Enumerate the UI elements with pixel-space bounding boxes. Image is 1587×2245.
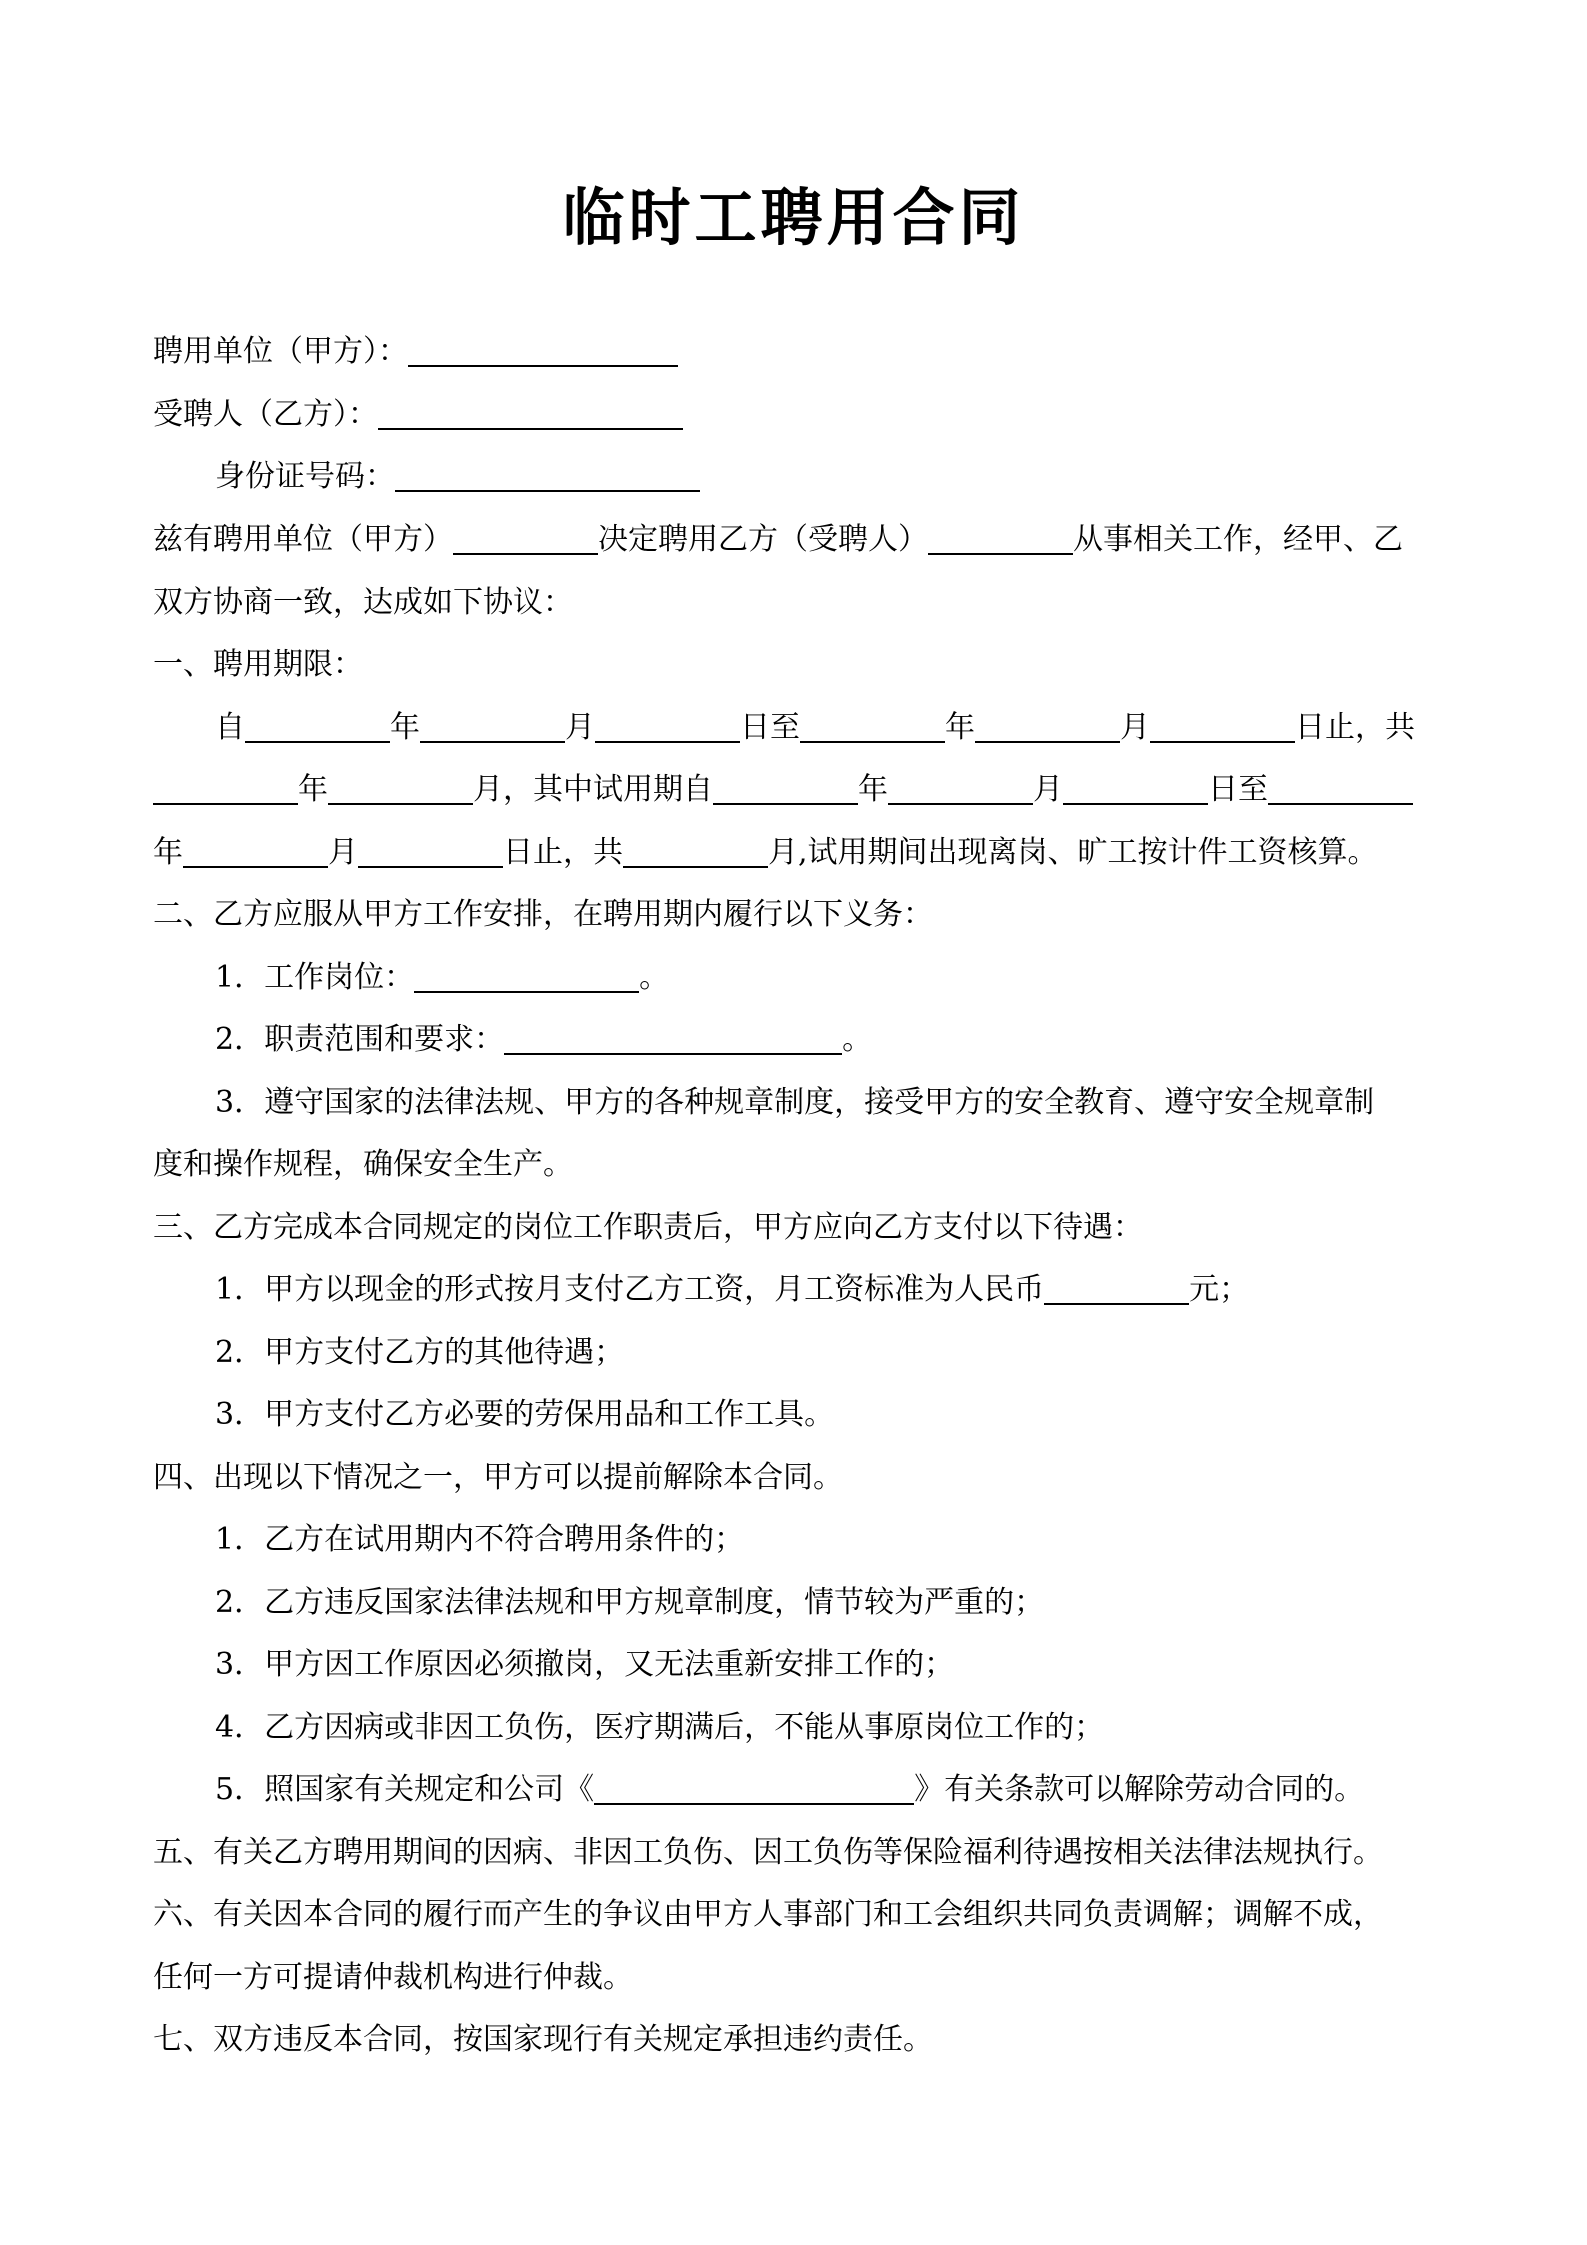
employer-blank[interactable]	[408, 335, 678, 367]
salary-unit: 元；	[1189, 1272, 1250, 1307]
sec1-year-5: 年	[153, 835, 183, 870]
start-year-blank[interactable]	[245, 711, 390, 743]
sec4-heading: 四、出现以下情况之一，甲方可以提前解除本合同。	[153, 1460, 843, 1495]
end-day-blank[interactable]	[1150, 711, 1295, 743]
salary-label: 1．甲方以现金的形式按月支付乙方工资，月工资标准为人民币	[215, 1272, 1045, 1307]
start-day-blank[interactable]	[595, 711, 740, 743]
id-number-field	[215, 457, 1515, 497]
sec2-item-2	[215, 1020, 1515, 1060]
employer-field	[153, 332, 1453, 372]
sec1-month-3: 月	[1033, 772, 1063, 807]
sec1-year-3: 年	[298, 772, 328, 807]
end-year-blank[interactable]	[800, 711, 945, 743]
sec2-heading: 二、乙方应服从甲方工作安排，在聘用期内履行以下义务：	[153, 897, 933, 932]
sec3-heading: 三、乙方完成本合同规定的岗位工作职责后，甲方应向乙方支付以下待遇：	[153, 1210, 1143, 1245]
id-number-label: 身份证号码：	[215, 459, 395, 494]
id-number-blank[interactable]	[395, 460, 700, 492]
sec7-text: 七、双方违反本合同，按国家现行有关规定承担违约责任。	[153, 2022, 933, 2057]
employee-field	[153, 395, 1453, 435]
trial-months-blank[interactable]	[623, 836, 768, 868]
duties-blank[interactable]	[504, 1023, 842, 1055]
sec1-month-4: 月	[328, 835, 358, 870]
trial-start-day-blank[interactable]	[1063, 773, 1208, 805]
sec1-from: 自	[215, 710, 245, 745]
sec1-year-4: 年	[858, 772, 888, 807]
trial-end-month-blank[interactable]	[183, 836, 328, 868]
employer-label: 聘用单位（甲方）：	[153, 334, 408, 369]
sec1-day-to: 日至	[740, 710, 800, 745]
salary-blank[interactable]	[1044, 1273, 1189, 1305]
sec1-year-1: 年	[390, 710, 420, 745]
start-month-blank[interactable]	[420, 711, 565, 743]
end-mark-1: 。	[639, 960, 670, 995]
end-month-blank[interactable]	[975, 711, 1120, 743]
intro-line-1	[153, 520, 1453, 560]
company-rules-post: 》有关条款可以解除劳动合同的。	[914, 1772, 1365, 1807]
sec6-line-1: 六、有关因本合同的履行而产生的争议由甲方人事部门和工会组织共同负责调解；调解不成，	[153, 1897, 1383, 1932]
sec4-item-4: 4．乙方因病或非因工负伤，医疗期满后，不能从事原岗位工作的；	[215, 1710, 1105, 1745]
sec2-item-3-line-1: 3．遵守国家的法律法规、甲方的各种规章制度，接受甲方的安全教育、遵守安全规章制	[215, 1085, 1375, 1120]
sec6-line-2: 任何一方可提请仲裁机构进行仲裁。	[153, 1960, 633, 1995]
sec4-item-1: 1．乙方在试用期内不符合聘用条件的；	[215, 1522, 745, 1557]
sec3-item-3: 3．甲方支付乙方必要的劳保用品和工作工具。	[215, 1397, 835, 1432]
intro-employer-blank[interactable]	[453, 523, 598, 555]
employee-label: 受聘人（乙方）：	[153, 397, 378, 432]
sec3-item-2: 2．甲方支付乙方的其他待遇；	[215, 1335, 625, 1370]
sec2-item-1	[215, 958, 1515, 998]
sec4-item-2: 2．乙方违反国家法律法规和甲方规章制度，情节较为严重的；	[215, 1585, 1045, 1620]
total-months-blank[interactable]	[328, 773, 473, 805]
sec1-heading: 一、聘用期限：	[153, 647, 363, 682]
total-years-blank[interactable]	[153, 773, 298, 805]
sec1-day-end-total: 日止，共	[1295, 710, 1415, 745]
sec1-trial-note: 月,试用期间出现离岗、旷工按计件工资核算。	[768, 835, 1378, 870]
sec1-month-2: 月	[1120, 710, 1150, 745]
sec1-day-to-2: 日至	[1208, 772, 1268, 807]
sec1-day-end-total-2: 日止，共	[503, 835, 623, 870]
duties-label: 2．职责范围和要求：	[215, 1022, 505, 1057]
sec1-line-1	[215, 708, 1453, 748]
job-position-label: 1．工作岗位：	[215, 960, 415, 995]
sec1-year-2: 年	[945, 710, 975, 745]
end-mark-2: 。	[842, 1022, 873, 1057]
sec5-text: 五、有关乙方聘用期间的因病、非因工负伤、因工负伤等保险福利待遇按相关法律法规执行。	[153, 1835, 1383, 1870]
company-rules-pre: 5．照国家有关规定和公司《	[215, 1772, 595, 1807]
intro-text-2: 决定聘用乙方（受聘人）	[598, 522, 928, 557]
trial-start-year-blank[interactable]	[713, 773, 858, 805]
job-position-blank[interactable]	[414, 961, 639, 993]
sec1-line-3	[153, 833, 1453, 873]
trial-end-year-blank[interactable]	[1268, 773, 1413, 805]
company-rules-blank[interactable]	[594, 1773, 914, 1805]
sec2-item-3-line-2: 度和操作规程，确保安全生产。	[153, 1147, 573, 1182]
trial-end-day-blank[interactable]	[358, 836, 503, 868]
intro-line-2: 双方协商一致，达成如下协议：	[153, 585, 573, 620]
sec3-item-1	[215, 1270, 1515, 1310]
sec1-line-2	[153, 770, 1453, 810]
employee-blank[interactable]	[378, 398, 683, 430]
sec1-trial-from: 月，其中试用期自	[473, 772, 713, 807]
page-title: 临时工聘用合同	[562, 181, 1025, 254]
sec4-item-3: 3．甲方因工作原因必须撤岗，又无法重新安排工作的；	[215, 1647, 955, 1682]
sec4-item-5	[215, 1770, 1515, 1810]
intro-employee-blank[interactable]	[928, 523, 1073, 555]
sec1-month-1: 月	[565, 710, 595, 745]
trial-start-month-blank[interactable]	[888, 773, 1033, 805]
intro-text-3: 从事相关工作，经甲、乙	[1073, 522, 1403, 557]
intro-text-1: 兹有聘用单位（甲方）	[153, 522, 453, 557]
